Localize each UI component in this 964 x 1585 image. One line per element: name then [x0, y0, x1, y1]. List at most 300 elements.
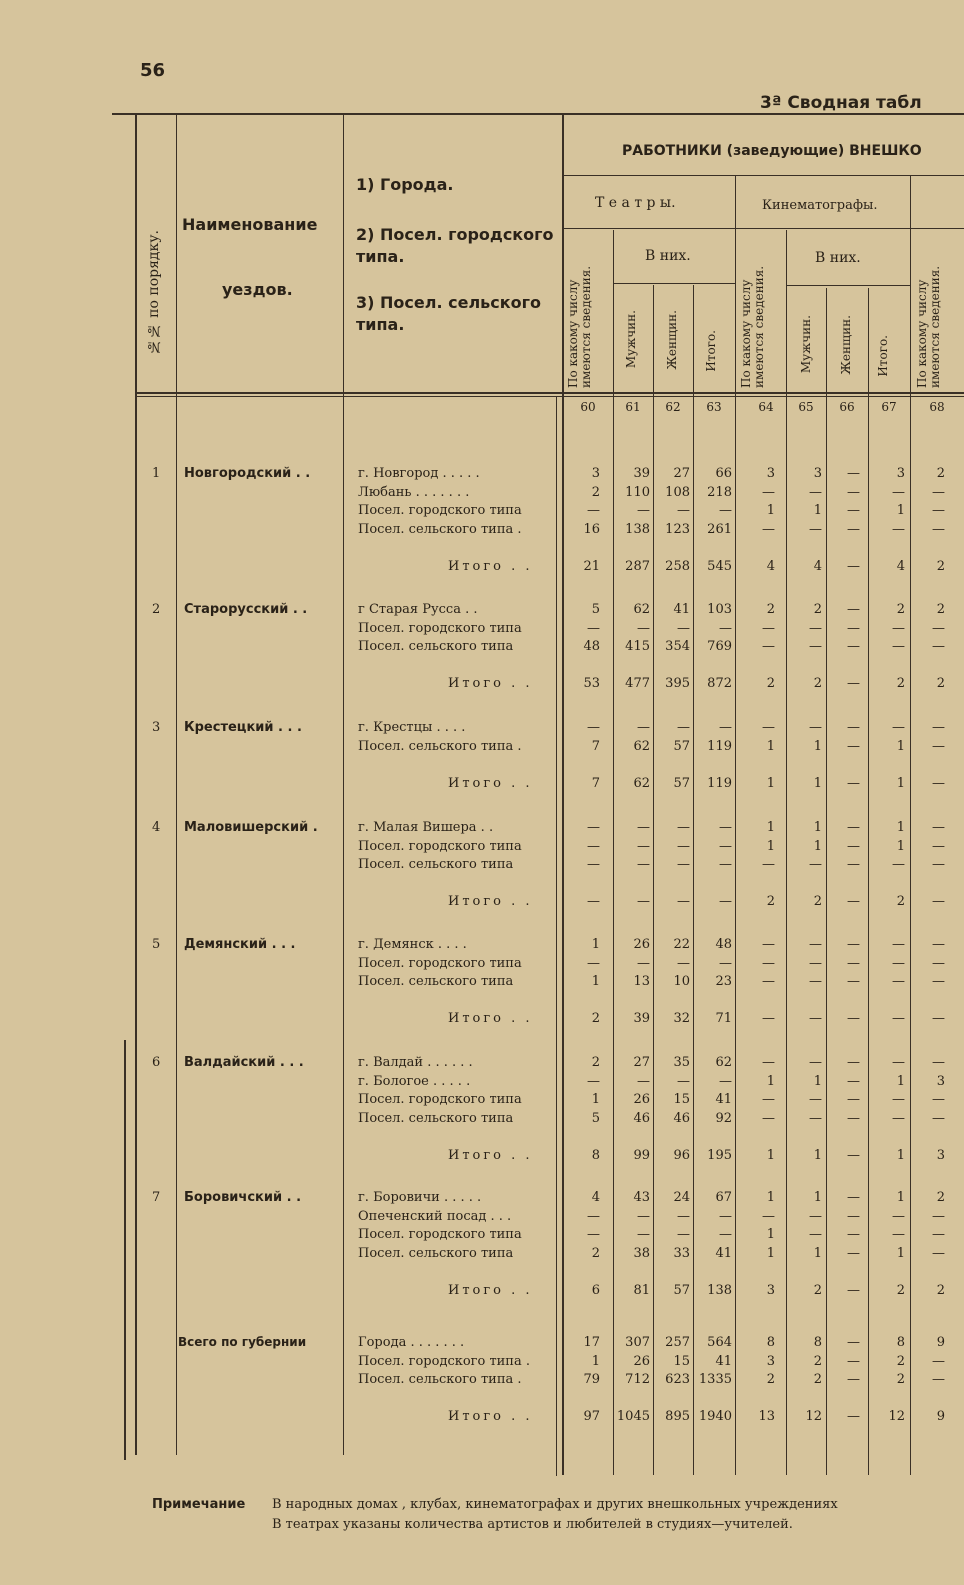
- of-them-cinemas: В них.: [815, 250, 861, 266]
- total-label: Итого . .: [448, 775, 533, 791]
- cell-value: 257: [665, 1335, 690, 1350]
- row-label: Посел. сельского типа: [358, 1110, 514, 1126]
- row-index: 7: [152, 1190, 161, 1205]
- cell-value: 17: [583, 1335, 600, 1350]
- cell-value: —: [892, 620, 905, 636]
- cell-value: —: [677, 720, 690, 735]
- name-header-2: уездов.: [222, 280, 293, 299]
- total-label: Итого . .: [448, 1282, 533, 1298]
- total-value: 4: [813, 558, 822, 574]
- total-label: Итого . .: [448, 894, 533, 909]
- total-value: 4: [896, 558, 905, 574]
- cell-value: —: [809, 639, 822, 654]
- cell-value: 67: [715, 1190, 732, 1205]
- column-number: 61: [625, 400, 641, 414]
- cell-value: 108: [665, 484, 690, 500]
- total-value: —: [719, 894, 732, 909]
- cell-value: —: [932, 1055, 945, 1070]
- total-value: 2: [766, 676, 775, 691]
- cell-value: —: [762, 974, 775, 989]
- cell-value: 2: [766, 602, 775, 617]
- cell-value: —: [719, 1208, 732, 1224]
- cell-value: —: [809, 1110, 822, 1126]
- cell-value: 3: [936, 1073, 945, 1089]
- cell-value: —: [892, 1110, 905, 1126]
- total-value: 2: [936, 558, 945, 574]
- col-sep-data: [562, 115, 564, 1475]
- cell-value: 35: [673, 1055, 690, 1070]
- col63-header: Итого.: [704, 330, 718, 372]
- total-value: 895: [665, 1409, 690, 1424]
- cell-value: 1: [766, 1245, 775, 1261]
- total-label: Итого . .: [448, 558, 533, 574]
- cell-value: 123: [665, 521, 690, 537]
- total-value: 12: [805, 1409, 822, 1424]
- cell-value: 13: [633, 974, 650, 989]
- cell-value: —: [847, 503, 860, 518]
- row-label: Любань . . . . . . .: [358, 484, 470, 500]
- cell-value: —: [932, 639, 945, 654]
- cell-value: 27: [633, 1055, 650, 1070]
- cell-value: 1: [896, 1190, 905, 1205]
- row-label: Посел. сельского типа: [358, 1245, 514, 1261]
- district-name: Старорусский . .: [184, 602, 308, 617]
- row-label: г. Боровичи . . . . .: [358, 1190, 482, 1205]
- cell-value: 138: [625, 521, 650, 537]
- cell-value: —: [677, 1227, 690, 1242]
- row-index: 6: [152, 1055, 161, 1070]
- cell-value: 26: [633, 1092, 650, 1107]
- row-label: г. Валдай . . . . . .: [358, 1055, 473, 1070]
- cell-value: —: [892, 937, 905, 952]
- cell-value: 3: [766, 466, 775, 481]
- district-name: Демянский . . .: [184, 937, 296, 952]
- total-value: 2: [936, 676, 945, 691]
- cell-value: —: [847, 738, 860, 754]
- left-outer-border: [124, 1040, 126, 1460]
- column-number: 65: [798, 400, 814, 414]
- cell-value: 1: [766, 1073, 775, 1089]
- cell-value: 110: [625, 484, 650, 500]
- total-value: 57: [673, 1282, 690, 1298]
- sub-rule-2: [786, 285, 910, 286]
- total-value: 195: [707, 1147, 732, 1163]
- note-label: Примечание: [152, 1497, 246, 1512]
- row-label: Посел. сельского типа .: [358, 738, 522, 754]
- cell-value: 41: [715, 1245, 732, 1261]
- cell-value: 2: [591, 1245, 600, 1261]
- cell-value: —: [809, 720, 822, 735]
- cell-value: 1: [813, 838, 822, 854]
- cell-value: —: [719, 955, 732, 971]
- column-number: 63: [706, 400, 722, 414]
- total-value: 1: [813, 775, 822, 791]
- total-value: 3: [766, 1282, 775, 1298]
- cell-value: —: [847, 620, 860, 636]
- total-value: 1: [766, 775, 775, 791]
- row-label: г. Новгород . . . . .: [358, 466, 480, 481]
- cell-value: —: [847, 1227, 860, 1242]
- total-value: 4: [766, 558, 775, 574]
- cell-value: —: [587, 503, 600, 518]
- cell-value: —: [587, 720, 600, 735]
- row-label: Посел. сельского типа .: [358, 521, 522, 537]
- cell-value: —: [847, 466, 860, 481]
- district-name: Боровичский . .: [184, 1190, 302, 1205]
- district-name: Маловишерский .: [184, 820, 318, 835]
- total-value: 138: [707, 1282, 732, 1298]
- cell-value: —: [809, 484, 822, 500]
- sub-rule-1: [613, 283, 735, 284]
- name-header-1: Наименование: [182, 215, 318, 234]
- total-value: 2: [813, 894, 822, 909]
- column-number: 68: [929, 400, 945, 414]
- cell-value: —: [892, 484, 905, 500]
- cell-value: —: [847, 937, 860, 952]
- cell-value: —: [847, 820, 860, 835]
- total-value: 1045: [616, 1409, 650, 1424]
- cell-value: —: [932, 955, 945, 971]
- col-no-header: №№ по порядку.: [146, 230, 162, 355]
- cell-value: —: [809, 620, 822, 636]
- cell-value: 1: [766, 738, 775, 754]
- cell-value: —: [677, 838, 690, 854]
- total-label: Итого . .: [448, 1011, 533, 1026]
- cell-value: —: [932, 838, 945, 854]
- cell-value: —: [677, 1208, 690, 1224]
- cell-value: 41: [715, 1353, 732, 1369]
- cell-value: 39: [633, 466, 650, 481]
- row-label: Города . . . . . . .: [358, 1335, 465, 1350]
- cell-value: 1: [896, 1245, 905, 1261]
- cell-value: 5: [591, 602, 600, 617]
- total-value: 81: [633, 1282, 650, 1298]
- cell-value: —: [847, 1245, 860, 1261]
- cell-value: —: [847, 955, 860, 971]
- col60-header: По какому числу имеются сведения.: [566, 265, 593, 388]
- cell-value: —: [587, 838, 600, 854]
- row-label: Посел. сельского типа: [358, 639, 514, 654]
- total-value: —: [847, 1409, 860, 1424]
- cell-value: —: [847, 857, 860, 872]
- cell-value: —: [809, 857, 822, 872]
- cell-value: 1: [813, 738, 822, 754]
- total-value: 13: [758, 1409, 775, 1424]
- cell-value: —: [637, 955, 650, 971]
- row-label: г Старая Русса . .: [358, 602, 478, 617]
- cell-value: 15: [673, 1353, 690, 1369]
- cell-value: —: [932, 521, 945, 537]
- cell-value: 354: [665, 639, 690, 654]
- total-value: 2: [813, 1282, 822, 1298]
- cell-value: 48: [583, 639, 600, 654]
- row-label: г. Бологое . . . . .: [358, 1073, 471, 1089]
- cell-value: —: [932, 1353, 945, 1369]
- col68-header: По какому числу имеются сведения.: [915, 265, 942, 388]
- cell-value: —: [932, 720, 945, 735]
- cell-value: 41: [673, 602, 690, 617]
- total-value: 7: [591, 775, 600, 791]
- cell-value: 1: [813, 1073, 822, 1089]
- theatres-header: Т е а т р ы.: [595, 195, 676, 211]
- cell-value: 623: [665, 1372, 690, 1387]
- total-value: 287: [625, 558, 650, 574]
- total-value: 119: [707, 775, 732, 791]
- total-label: Итого . .: [448, 1409, 533, 1424]
- cell-value: —: [809, 955, 822, 971]
- cell-value: 62: [633, 738, 650, 754]
- cell-value: —: [719, 820, 732, 835]
- total-value: —: [587, 894, 600, 909]
- types-header-1: 1) Города.: [356, 175, 454, 194]
- row-index: 5: [152, 937, 161, 952]
- cell-value: 712: [625, 1372, 650, 1387]
- cell-value: 3: [813, 466, 822, 481]
- cell-value: —: [892, 521, 905, 537]
- cell-value: 1: [813, 820, 822, 835]
- total-value: —: [847, 1147, 860, 1163]
- cell-value: 415: [625, 639, 650, 654]
- cell-value: 62: [633, 602, 650, 617]
- col-sep-data2: [556, 396, 557, 1476]
- cell-value: 261: [707, 521, 732, 537]
- cell-value: —: [762, 1110, 775, 1126]
- col62-header: Женщин.: [665, 310, 679, 370]
- cell-value: 769: [707, 639, 732, 654]
- cell-value: 46: [633, 1110, 650, 1126]
- col64-header: По какому числу имеются сведения.: [739, 265, 766, 388]
- row-label: Посел. городского типа: [358, 1227, 522, 1242]
- cell-value: 3: [766, 1353, 775, 1369]
- cell-value: —: [587, 820, 600, 835]
- total-value: 53: [583, 676, 600, 691]
- total-value: —: [847, 894, 860, 909]
- cell-value: —: [932, 820, 945, 835]
- cell-value: —: [932, 1110, 945, 1126]
- cell-value: —: [637, 857, 650, 872]
- cell-value: 43: [633, 1190, 650, 1205]
- cell-value: 2: [896, 1353, 905, 1369]
- total-value: —: [847, 558, 860, 574]
- total-value: 2: [896, 894, 905, 909]
- total-value: 3: [936, 1147, 945, 1163]
- cell-value: —: [932, 1208, 945, 1224]
- cell-value: 26: [633, 1353, 650, 1369]
- cell-value: 92: [715, 1110, 732, 1126]
- cell-value: —: [762, 955, 775, 971]
- cell-value: —: [892, 720, 905, 735]
- cell-value: 23: [715, 974, 732, 989]
- cell-value: —: [892, 955, 905, 971]
- table-title: 3ª Сводная табл: [760, 93, 922, 113]
- total-value: —: [677, 894, 690, 909]
- total-value: 2: [813, 676, 822, 691]
- cell-value: —: [587, 1073, 600, 1089]
- total-value: 2: [896, 1282, 905, 1298]
- cell-value: —: [847, 1073, 860, 1089]
- row-label: Посел. городского типа: [358, 1092, 522, 1107]
- row-index: 3: [152, 720, 161, 735]
- cell-value: 38: [633, 1245, 650, 1261]
- total-label: Итого . .: [448, 1147, 533, 1163]
- cell-value: 1: [591, 974, 600, 989]
- cell-value: 564: [707, 1335, 732, 1350]
- cell-value: —: [637, 1227, 650, 1242]
- cell-value: 1: [591, 1092, 600, 1107]
- cell-value: 24: [673, 1190, 690, 1205]
- cell-value: —: [932, 503, 945, 518]
- cell-value: —: [637, 820, 650, 835]
- total-value: 1: [896, 1147, 905, 1163]
- page-number: 56: [140, 60, 166, 81]
- total-value: —: [637, 894, 650, 909]
- row-index: 2: [152, 602, 161, 617]
- cell-value: —: [847, 484, 860, 500]
- total-value: —: [809, 1011, 822, 1026]
- cell-value: —: [719, 838, 732, 854]
- cell-value: —: [847, 974, 860, 989]
- cell-value: —: [932, 857, 945, 872]
- row-label: Посел. городского типа: [358, 620, 522, 636]
- cell-value: 41: [715, 1092, 732, 1107]
- cell-value: —: [932, 1372, 945, 1387]
- cell-value: 3: [591, 466, 600, 481]
- cell-value: 10: [673, 974, 690, 989]
- row-label: г. Малая Вишера . .: [358, 820, 494, 835]
- col-sep-name: [176, 115, 177, 1455]
- cell-value: 66: [715, 466, 732, 481]
- cell-value: 2: [591, 484, 600, 500]
- cell-value: 2: [896, 602, 905, 617]
- cell-value: —: [847, 521, 860, 537]
- cell-value: —: [677, 1073, 690, 1089]
- cell-value: —: [719, 503, 732, 518]
- total-value: 39: [633, 1011, 650, 1026]
- cell-value: 2: [766, 1372, 775, 1387]
- cell-value: 1: [766, 1227, 775, 1242]
- total-value: 2: [766, 894, 775, 909]
- cell-value: 1: [813, 1190, 822, 1205]
- cell-value: —: [809, 1208, 822, 1224]
- cell-value: 1: [591, 1353, 600, 1369]
- cell-value: —: [677, 820, 690, 835]
- cell-value: 48: [715, 937, 732, 952]
- cell-value: 46: [673, 1110, 690, 1126]
- cell-value: —: [932, 738, 945, 754]
- cell-value: —: [847, 1092, 860, 1107]
- total-value: 2: [591, 1011, 600, 1026]
- types-header-3: 3) Посел. сельского типа.: [356, 293, 541, 334]
- cell-value: —: [892, 1208, 905, 1224]
- cell-value: 15: [673, 1092, 690, 1107]
- cell-value: —: [809, 1227, 822, 1242]
- cell-value: —: [762, 521, 775, 537]
- cell-value: 307: [625, 1335, 650, 1350]
- total-value: —: [932, 775, 945, 791]
- total-value: 57: [673, 775, 690, 791]
- cell-value: —: [762, 484, 775, 500]
- cell-value: —: [932, 1227, 945, 1242]
- cell-value: —: [762, 1208, 775, 1224]
- cell-value: 7: [591, 738, 600, 754]
- cell-value: 1335: [698, 1372, 732, 1387]
- cell-value: —: [809, 521, 822, 537]
- cell-value: 8: [896, 1335, 905, 1350]
- cell-value: —: [932, 1245, 945, 1261]
- total-value: 395: [665, 676, 690, 691]
- col-sep-types: [343, 115, 344, 1455]
- cell-value: 2: [896, 1372, 905, 1387]
- column-number: 64: [758, 400, 774, 414]
- cell-value: 62: [715, 1055, 732, 1070]
- workers-rule: [563, 175, 964, 176]
- total-value: —: [762, 1011, 775, 1026]
- cell-value: —: [847, 1110, 860, 1126]
- cell-value: —: [809, 937, 822, 952]
- cell-value: 5: [591, 1110, 600, 1126]
- col61-header: Мужчин.: [624, 310, 638, 369]
- total-value: 12: [888, 1409, 905, 1424]
- total-value: 2: [896, 676, 905, 691]
- cell-value: —: [847, 1335, 860, 1350]
- cell-value: 2: [591, 1055, 600, 1070]
- cell-value: 1: [896, 1073, 905, 1089]
- cell-value: —: [932, 620, 945, 636]
- left-border: [135, 115, 137, 1455]
- header-rule-2: [135, 396, 964, 397]
- header-rule: [135, 392, 964, 394]
- total-label: Итого . .: [448, 676, 533, 691]
- cell-value: —: [847, 838, 860, 854]
- note-line-1: В народных домах , клубах, кинематографах и других внешкольных учреждениях: [272, 1497, 838, 1512]
- total-value: 96: [673, 1147, 690, 1163]
- cell-value: —: [637, 620, 650, 636]
- cell-value: 9: [936, 1335, 945, 1350]
- cell-value: 1: [766, 820, 775, 835]
- cell-value: —: [809, 974, 822, 989]
- cell-value: —: [762, 1092, 775, 1107]
- column-number: 66: [839, 400, 855, 414]
- district-name: Валдайский . . .: [184, 1055, 304, 1070]
- cell-value: —: [762, 937, 775, 952]
- row-label: Посел. сельского типа: [358, 974, 514, 989]
- cell-value: 79: [583, 1372, 600, 1387]
- total-value: —: [892, 1011, 905, 1026]
- row-label: Посел. городского типа: [358, 838, 522, 854]
- cell-value: 1: [766, 838, 775, 854]
- cell-value: —: [847, 1190, 860, 1205]
- total-value: —: [847, 775, 860, 791]
- of-them-theatres: В них.: [645, 248, 691, 264]
- cell-value: 26: [633, 937, 650, 952]
- total-value: 258: [665, 558, 690, 574]
- note-line-2: В театрах указаны количества артистов и любителей в студиях—учителей.: [272, 1517, 793, 1532]
- total-value: 8: [591, 1147, 600, 1163]
- types-header-2: 2) Посел. городского типа.: [356, 225, 554, 266]
- row-index: 1: [152, 466, 161, 481]
- cell-value: —: [892, 857, 905, 872]
- cell-value: —: [932, 1092, 945, 1107]
- cell-value: —: [637, 503, 650, 518]
- total-value: —: [847, 1011, 860, 1026]
- row-label: г. Крестцы . . . .: [358, 720, 466, 735]
- cell-value: —: [677, 503, 690, 518]
- cell-value: 4: [591, 1190, 600, 1205]
- cell-value: —: [637, 838, 650, 854]
- row-index: 4: [152, 820, 161, 835]
- total-value: 545: [707, 558, 732, 574]
- cell-value: 1: [766, 1190, 775, 1205]
